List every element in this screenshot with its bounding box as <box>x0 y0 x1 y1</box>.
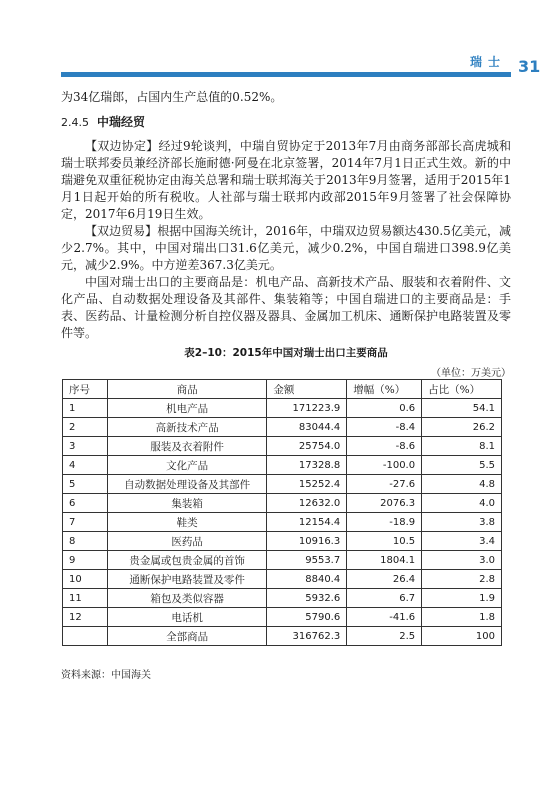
row-growth: 10.5 <box>347 532 422 551</box>
row-goods: 箱包及类似容器 <box>107 589 266 608</box>
row-goods: 文化产品 <box>107 456 266 475</box>
table-row <box>63 608 502 627</box>
header-growth: 增幅（%） <box>347 380 422 399</box>
table-row <box>63 589 502 608</box>
row-growth: 0.6 <box>347 399 422 418</box>
table-row <box>63 475 502 494</box>
paragraph-bilateral-agreements: 【双边协定】经过9轮谈判，中瑞自贸协定于2013年7月由商务部部长高虎城和瑞士联邦委员兼经济部长施耐德·阿曼在北京签署，2014年7月1日正式生效。新的中瑞避免双重征税协定由海关总署和瑞士联邦海关于2013年9月签署，适用于2015年1月1日起开始的所有税收。人社部与瑞士联邦内政部2015年9月签署了社会保障协定，2017年6月19日生效。 <box>61 139 511 221</box>
row-amount: 10916.3 <box>267 532 347 551</box>
table-caption: 表2–10：2015年中国对瑞士出口主要商品 <box>184 347 388 359</box>
table-row <box>63 551 502 570</box>
row-index: 4 <box>63 456 108 475</box>
row-index: 7 <box>63 513 108 532</box>
running-header-country: 瑞士 <box>470 55 507 69</box>
table-row <box>63 437 502 456</box>
row-share: 3.4 <box>422 532 502 551</box>
row-growth: -100.0 <box>347 456 422 475</box>
row-goods: 医药品 <box>107 532 266 551</box>
row-amount: 5932.6 <box>267 589 347 608</box>
source-note: 资料来源：中国海关 <box>61 670 151 681</box>
row-growth: 2.5 <box>347 627 422 646</box>
row-amount: 83044.4 <box>267 418 347 437</box>
row-growth: 6.7 <box>347 589 422 608</box>
row-amount: 171223.9 <box>267 399 347 418</box>
row-share: 100 <box>422 627 502 646</box>
row-growth: -41.6 <box>347 608 422 627</box>
header-share: 占比（%） <box>422 380 502 399</box>
export-goods-table <box>62 379 502 646</box>
row-amount: 316762.3 <box>267 627 347 646</box>
row-growth: -27.6 <box>347 475 422 494</box>
row-share: 26.2 <box>422 418 502 437</box>
row-share: 5.5 <box>422 456 502 475</box>
row-share: 1.8 <box>422 608 502 627</box>
row-index: 9 <box>63 551 108 570</box>
table-row <box>63 532 502 551</box>
row-share: 3.8 <box>422 513 502 532</box>
row-share: 4.0 <box>422 494 502 513</box>
row-goods: 贵金属或包贵金属的首饰 <box>107 551 266 570</box>
row-growth: -8.4 <box>347 418 422 437</box>
table-row <box>63 494 502 513</box>
row-index: 3 <box>63 437 108 456</box>
row-amount: 8840.4 <box>267 570 347 589</box>
table-row <box>63 570 502 589</box>
row-growth: 26.4 <box>347 570 422 589</box>
row-goods: 服装及衣着附件 <box>107 437 266 456</box>
row-goods: 鞋类 <box>107 513 266 532</box>
row-share: 54.1 <box>422 399 502 418</box>
row-index: 8 <box>63 532 108 551</box>
section-number: 2.4.5 <box>61 116 89 129</box>
row-index: 10 <box>63 570 108 589</box>
table-unit: （单位：万美元） <box>431 368 511 379</box>
paragraph-main-goods: 中国对瑞士出口的主要商品是：机电产品、高新技术产品、服装和衣着附件、文化产品、自动数据处理设备及其部件、集装箱等；中国自瑞进口的主要商品是：手表、医药品、计量检测分析自控仪器及器具、金属加工机床、通断保护电路装置及零件等。 <box>61 275 511 340</box>
row-index: 11 <box>63 589 108 608</box>
row-amount: 9553.7 <box>267 551 347 570</box>
row-amount: 25754.0 <box>267 437 347 456</box>
row-index: 2 <box>63 418 108 437</box>
row-share: 2.8 <box>422 570 502 589</box>
row-amount: 5790.6 <box>267 608 347 627</box>
table-row <box>63 627 502 646</box>
table-header-row <box>63 380 502 399</box>
row-growth: 1804.1 <box>347 551 422 570</box>
row-index: 12 <box>63 608 108 627</box>
row-goods: 高新技术产品 <box>107 418 266 437</box>
paragraph-bilateral-trade: 【双边贸易】根据中国海关统计，2016年，中瑞双边贸易额达430.5亿美元，减少2.7%。其中，中国对瑞出口31.6亿美元，减少0.2%，中国自瑞进口398.9亿美元，减少2.9%。中方逆差367.3亿美元。 <box>61 224 511 272</box>
row-index: 1 <box>63 399 108 418</box>
row-index: 5 <box>63 475 108 494</box>
header-rule <box>61 72 511 77</box>
row-goods: 机电产品 <box>107 399 266 418</box>
body-text <box>61 89 511 342</box>
table-row <box>63 456 502 475</box>
row-share: 4.8 <box>422 475 502 494</box>
row-goods: 电话机 <box>107 608 266 627</box>
table-row <box>63 399 502 418</box>
row-amount: 12632.0 <box>267 494 347 513</box>
page-number: 31 <box>518 57 541 76</box>
header-goods: 商品 <box>107 380 266 399</box>
row-share: 1.9 <box>422 589 502 608</box>
row-index <box>63 627 108 646</box>
row-goods: 通断保护电路装置及零件 <box>107 570 266 589</box>
table-row <box>63 418 502 437</box>
row-amount: 17328.8 <box>267 456 347 475</box>
row-amount: 15252.4 <box>267 475 347 494</box>
row-index: 6 <box>63 494 108 513</box>
row-growth: -8.6 <box>347 437 422 456</box>
section-title: 中瑞经贸 <box>97 115 146 129</box>
header-index: 序号 <box>63 380 108 399</box>
intro-line: 为34亿瑞郎，占国内生产总值的0.52%。 <box>61 90 283 104</box>
row-growth: -18.9 <box>347 513 422 532</box>
header-amount: 金额 <box>267 380 347 399</box>
row-share: 3.0 <box>422 551 502 570</box>
row-share: 8.1 <box>422 437 502 456</box>
row-growth: 2076.3 <box>347 494 422 513</box>
table-row <box>63 513 502 532</box>
section-heading <box>61 114 511 131</box>
row-amount: 12154.4 <box>267 513 347 532</box>
row-goods: 集装箱 <box>107 494 266 513</box>
row-goods: 自动数据处理设备及其部件 <box>107 475 266 494</box>
row-goods: 全部商品 <box>107 627 266 646</box>
table-body <box>63 399 502 646</box>
